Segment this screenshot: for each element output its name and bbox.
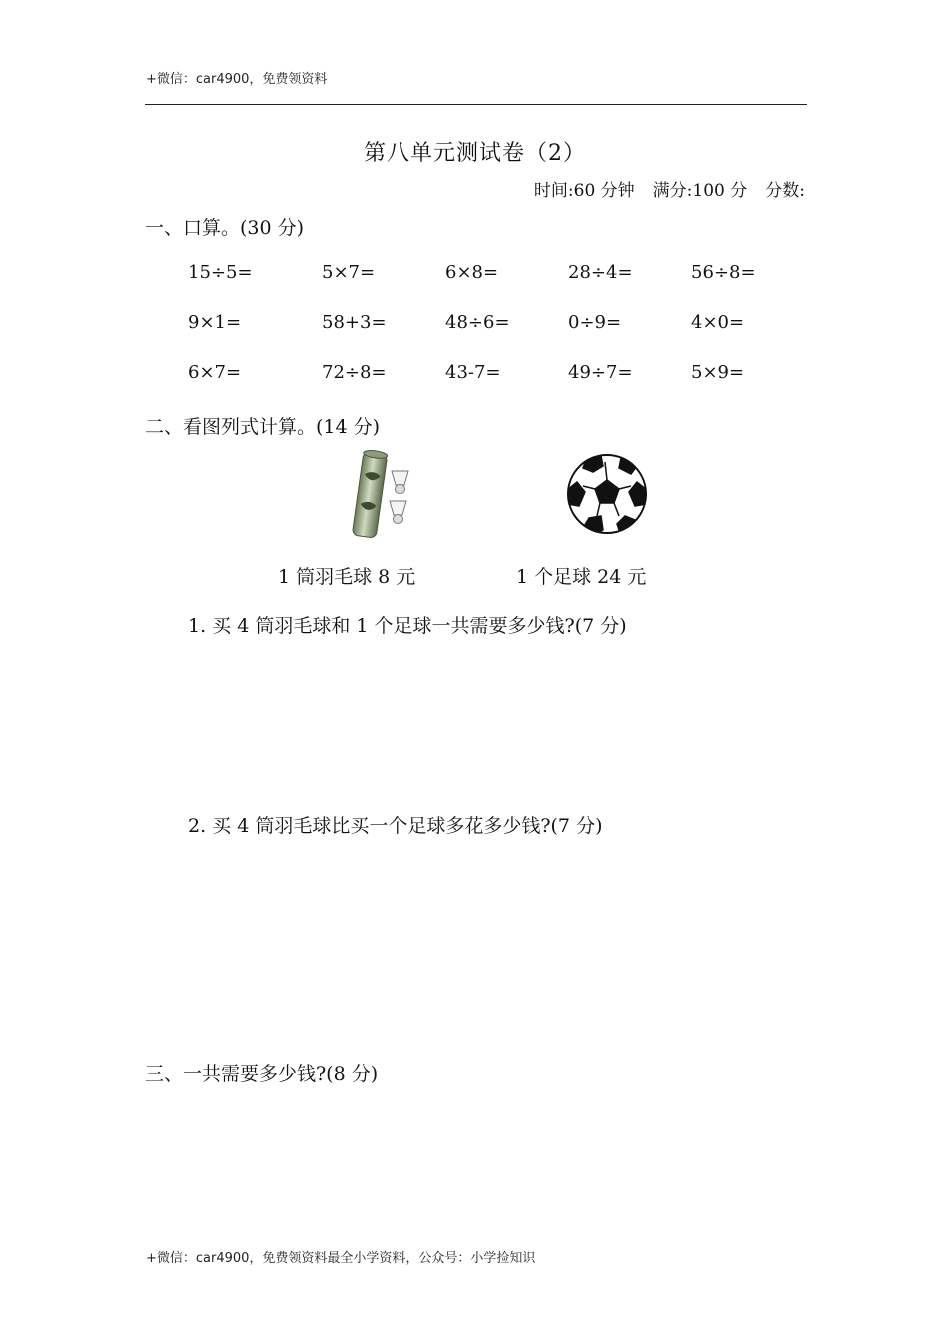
calc-item[interactable]: 56÷8=	[691, 262, 756, 283]
calc-item[interactable]: 6×8=	[445, 262, 499, 283]
exam-time: 时间:60 分钟	[533, 181, 635, 201]
calc-item[interactable]: 72÷8=	[322, 362, 387, 383]
calc-item[interactable]: 15÷5=	[188, 262, 253, 283]
calc-item[interactable]: 48÷6=	[445, 312, 510, 333]
calc-item[interactable]: 6×7=	[188, 362, 242, 383]
exam-meta	[516, 176, 805, 201]
calc-item[interactable]: 28÷4=	[568, 262, 633, 283]
calc-item[interactable]: 43-7=	[445, 362, 501, 383]
question-1: 1. 买 4 筒羽毛球和 1 个足球一共需要多少钱?(7 分)	[188, 615, 627, 637]
answer-area-2[interactable]	[188, 848, 788, 1048]
section-1-heading: 一、口算。(30 分)	[145, 217, 305, 239]
calc-item[interactable]: 4×0=	[691, 312, 745, 333]
header-divider	[145, 104, 807, 105]
calc-item[interactable]: 0÷9=	[568, 312, 622, 333]
section-2-heading: 二、看图列式计算。(14 分)	[145, 416, 381, 438]
section-3-heading: 三、一共需要多少钱?(8 分)	[145, 1063, 379, 1085]
question-2: 2. 买 4 筒羽毛球比买一个足球多花多少钱?(7 分)	[188, 815, 603, 837]
footer-watermark-note: +微信：car4900，免费领资料最全小学资料，公众号：小学捡知识	[146, 1251, 536, 1266]
answer-area-1[interactable]	[188, 648, 788, 798]
calc-item[interactable]: 5×7=	[322, 262, 376, 283]
exam-full-score: 满分:100 分	[652, 181, 748, 201]
calc-item[interactable]: 58+3=	[322, 312, 387, 333]
header-watermark-note: +微信：car4900，免费领资料	[146, 72, 328, 87]
shuttlecock-tube-icon	[346, 447, 418, 543]
page-title: 第八单元测试卷（2）	[364, 141, 586, 166]
soccer-ball-price-caption: 1 个足球 24 元	[516, 566, 647, 588]
calc-item[interactable]: 9×1=	[188, 312, 242, 333]
soccer-ball-icon	[565, 452, 649, 536]
answer-area-3[interactable]	[188, 1096, 788, 1236]
calc-item[interactable]: 49÷7=	[568, 362, 633, 383]
exam-score-field[interactable]: 分数:	[765, 181, 805, 201]
shuttlecock-price-caption: 1 筒羽毛球 8 元	[278, 566, 416, 588]
calc-item[interactable]: 5×9=	[691, 362, 745, 383]
